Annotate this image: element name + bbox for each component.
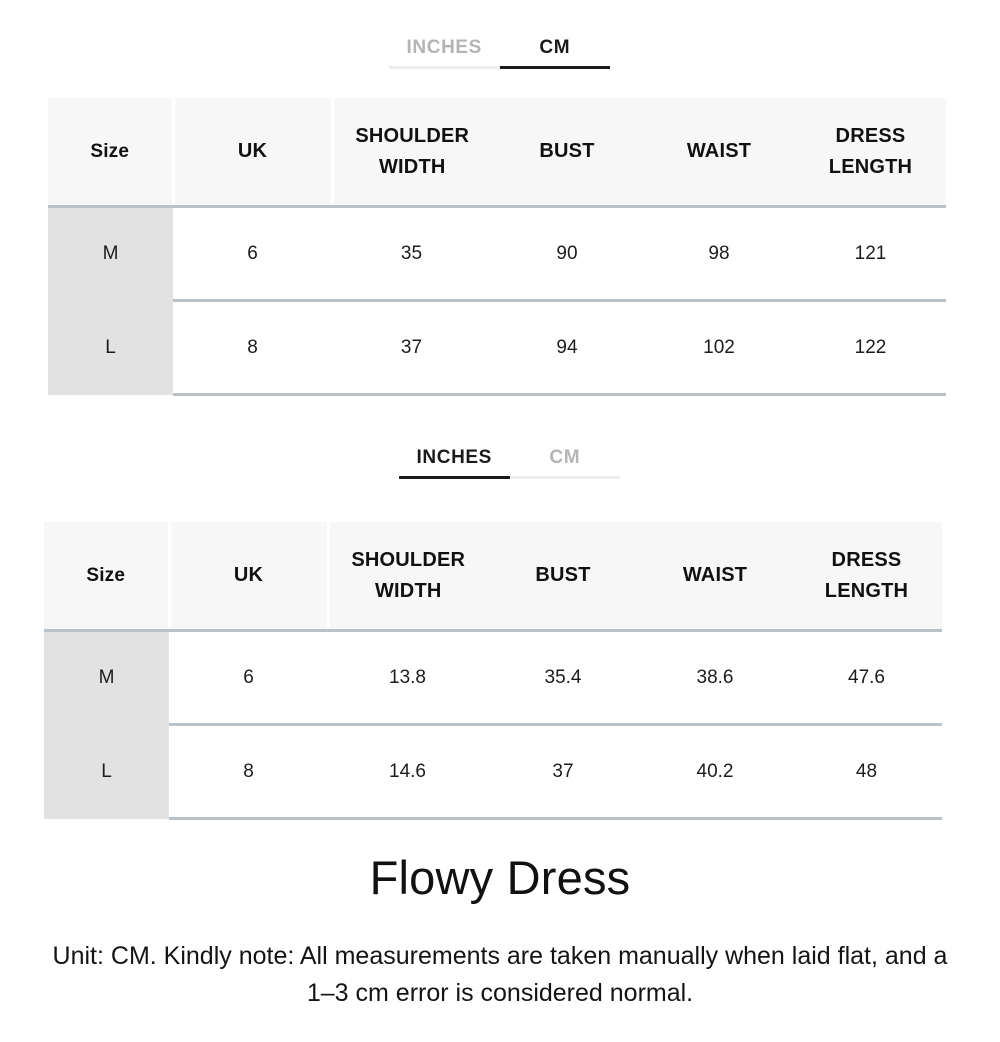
unit-tab-cm[interactable]: CM <box>539 37 571 58</box>
table-row <box>44 631 942 725</box>
cell-dress-length: 48 <box>791 725 942 819</box>
underline-segment-inches <box>389 66 500 69</box>
cell-waist: 102 <box>643 301 795 395</box>
product-title: Flowy Dress <box>369 851 631 904</box>
size-chart-table-cm <box>48 98 946 396</box>
cell-uk: 8 <box>169 725 328 819</box>
column-header-uk: UK <box>173 98 332 207</box>
cell-dress-length: 47.6 <box>791 631 942 725</box>
column-header-dress-length: DRESS LENGTH <box>795 98 946 207</box>
underline-segment-cm <box>500 66 611 69</box>
cell-size: L <box>44 725 169 819</box>
cell-waist: 40.2 <box>639 725 791 819</box>
cell-size: L <box>48 301 173 395</box>
cell-bust: 94 <box>491 301 643 395</box>
underline-segment-cm <box>510 476 621 479</box>
table-row <box>48 301 946 395</box>
unit-tab-list <box>389 38 610 66</box>
unit-toggle-inches[interactable] <box>399 448 620 479</box>
unit-tab-list <box>399 448 620 476</box>
column-header-waist: WAIST <box>643 98 795 207</box>
cell-shoulder-width: 13.8 <box>328 631 487 725</box>
unit-toggle-cm[interactable] <box>389 38 610 69</box>
cell-shoulder-width: 37 <box>332 301 491 395</box>
size-chart-note: Unit: CM. Kindly note: All measurements are taken manually when laid flat, and a 1–3 cm error is considered normal. <box>52 942 948 1007</box>
table-header-row <box>44 522 942 631</box>
cell-bust: 35.4 <box>487 631 639 725</box>
cell-uk: 8 <box>173 301 332 395</box>
cell-shoulder-width: 35 <box>332 207 491 301</box>
underline-segment-inches <box>399 476 510 479</box>
cell-shoulder-width: 14.6 <box>328 725 487 819</box>
cell-bust: 37 <box>487 725 639 819</box>
cell-size: M <box>48 207 173 301</box>
column-header-dress-length: DRESS LENGTH <box>791 522 942 631</box>
column-header-shoulder-width: SHOULDER WIDTH <box>332 98 491 207</box>
cell-waist: 38.6 <box>639 631 791 725</box>
unit-tab-inches[interactable]: INCHES <box>406 37 482 58</box>
table-row <box>44 725 942 819</box>
unit-toggle-underline <box>389 66 610 69</box>
unit-toggle-underline <box>399 476 620 479</box>
table-header-row <box>48 98 946 207</box>
unit-tab-cm[interactable]: CM <box>549 447 581 468</box>
cell-waist: 98 <box>643 207 795 301</box>
column-header-uk: UK <box>169 522 328 631</box>
cell-bust: 90 <box>491 207 643 301</box>
cell-uk: 6 <box>169 631 328 725</box>
column-header-bust: BUST <box>491 98 643 207</box>
column-header-shoulder-width: SHOULDER WIDTH <box>328 522 487 631</box>
column-header-size: Size <box>48 98 173 207</box>
column-header-bust: BUST <box>487 522 639 631</box>
table-row <box>48 207 946 301</box>
size-chart-table-inches <box>44 522 942 820</box>
column-header-waist: WAIST <box>639 522 791 631</box>
cell-dress-length: 122 <box>795 301 946 395</box>
unit-tab-inches[interactable]: INCHES <box>416 447 492 468</box>
cell-uk: 6 <box>173 207 332 301</box>
cell-size: M <box>44 631 169 725</box>
column-header-size: Size <box>44 522 169 631</box>
cell-dress-length: 121 <box>795 207 946 301</box>
